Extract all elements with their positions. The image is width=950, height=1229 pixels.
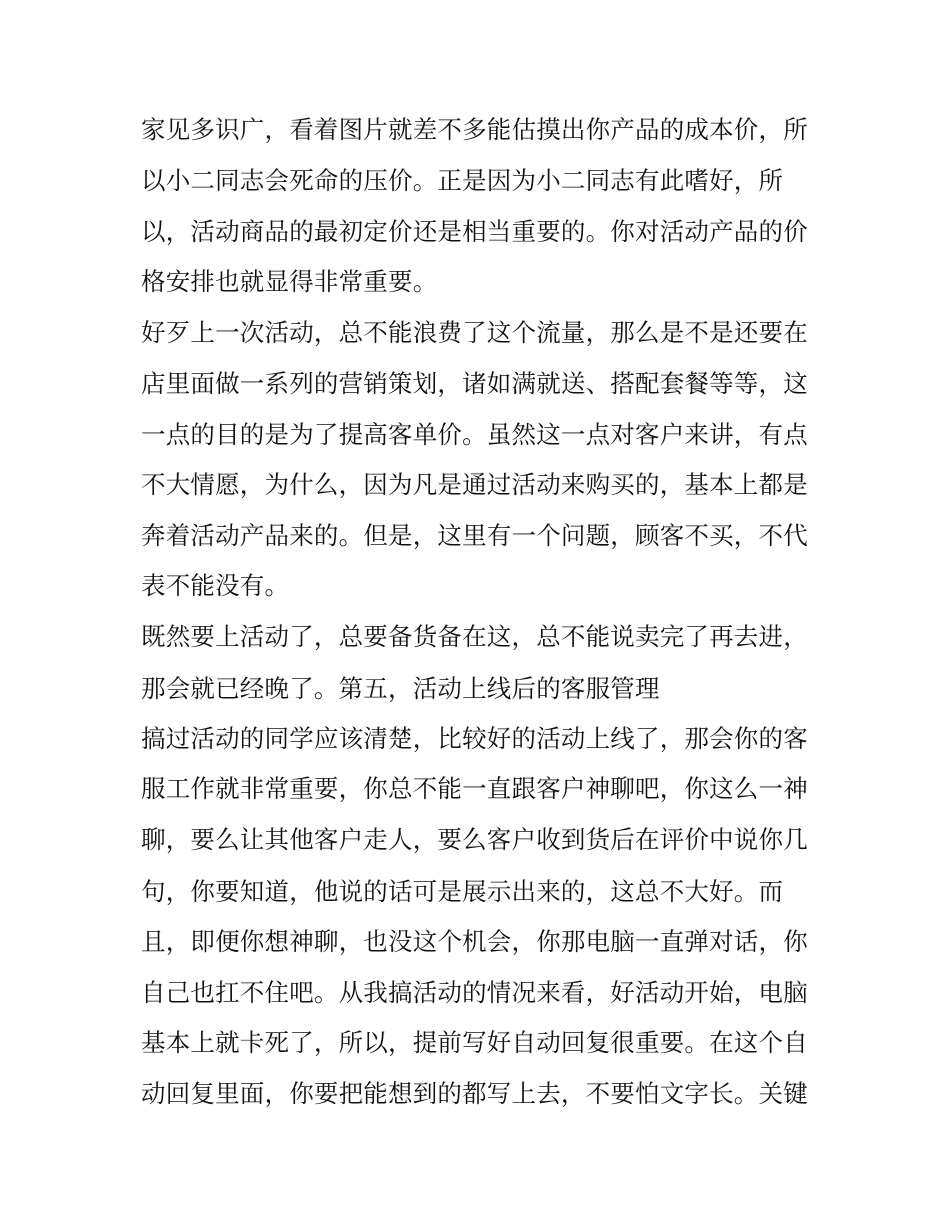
text-line: 动回复里面，你要把能想到的都写上去，不要怕文字长。关键: [141, 1079, 808, 1108]
text-line: 既然要上活动了，总要备货备在这，总不能说卖完了再去进，: [141, 622, 808, 651]
text-line: 好歹上一次活动，总不能浪费了这个流量，那么是不是还要在: [141, 318, 808, 347]
text-line: 一点的目的是为了提高客单价。虽然这一点对客户来讲，有点: [141, 420, 808, 449]
text-line: 自己也扛不住吧。从我搞活动的情况来看，好活动开始，电脑: [141, 978, 808, 1007]
text-line: 基本上就卡死了，所以，提前写好自动回复很重要。在这个自: [141, 1028, 808, 1057]
text-line: 家见多识广，看着图片就差不多能估摸出你产品的成本价，所: [141, 115, 808, 144]
text-line: 不大情愿，为什么，因为凡是通过活动来购买的，基本上都是: [141, 470, 808, 499]
text-line: 以小二同志会死命的压价。正是因为小二同志有此嗜好，所: [141, 166, 784, 195]
text-line: 店里面做一系列的营销策划，诸如满就送、搭配套餐等等，这: [141, 369, 808, 398]
text-line: 且，即便你想神聊，也没这个机会，你那电脑一直弹对话，你: [141, 927, 808, 956]
text-line: 搞过活动的同学应该清楚，比较好的活动上线了，那会你的客: [141, 724, 808, 753]
text-line: 服工作就非常重要，你总不能一直跟客户神聊吧，你这么一神: [141, 774, 808, 803]
text-line: 那会就已经晚了。第五，活动上线后的客服管理: [141, 674, 660, 703]
text-line: 表不能没有。: [141, 571, 290, 600]
text-line: 以，活动商品的最初定价还是相当重要的。你对活动产品的价: [141, 217, 808, 246]
text-line: 格安排也就显得非常重要。: [141, 267, 438, 296]
text-line: 聊，要么让其他客户走人，要么客户收到货后在评价中说你几: [141, 825, 808, 854]
text-line: 句，你要知道，他说的话可是展示出来的，这总不大好。而: [141, 877, 784, 906]
text-line: 奔着活动产品来的。但是，这里有一个问题，顾客不买，不代: [141, 521, 808, 550]
